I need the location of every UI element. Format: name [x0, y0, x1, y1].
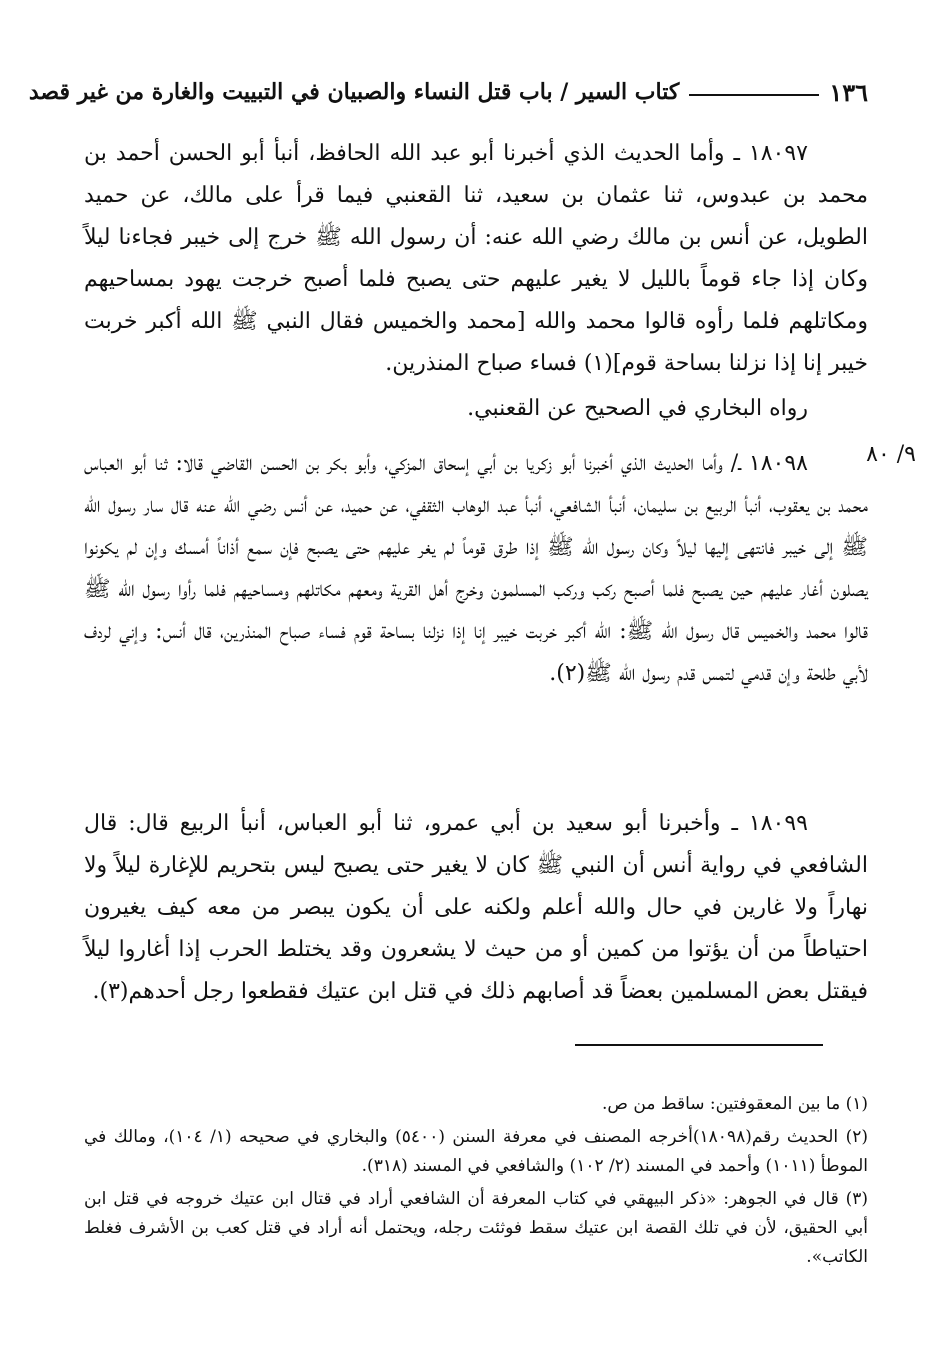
header-rule	[689, 94, 819, 96]
page-header	[28, 72, 868, 112]
footnote-3: (٣) قال في الجوهر: «ذكر البيهقي في كتاب المعرفة أن الشافعي أراد في قتال ابن عتيك خروجه في قتل ابن أبي الحقيق، لأن في تلك القصة ابن عتيك سقط فوثئت رجله، ويحتمل أنه أراد في قتل كعب بن الأشرف فغلط الكاتب».	[84, 1189, 868, 1267]
paragraph: ١٨٠٩٨ ـ/ وأما الحديث الذي أخبرنا أبو زكريا بن أبي إسحاق المزكي، وأبو بكر بن الحسن القاضي قالا: ثنا أبو العباس محمد بن يعقوب، أنبأ الربيع بن سليمان، أنبأ الشافعي، أنبأ عبد الوهاب الثقفي، عن حميد، عن أنس رضي الله عنه قال سار رسول الله ﷺ إلى خيبر فانتهى إليها ليلاً وكان رسول الله ﷺ إذا طرق قوماً لم يغر عليهم حتى يصبح فإن سمع أذاناً أمسك وإن لم يكونوا يصلون أغار عليهم حين يصبح فلما أصبح ركب وركب المسلمون وخرج أهل القرية ومعهم مكاتلهم ومساحيهم فلما رأوا رسول الله ﷺ قالوا محمد والخميس قال رسول الله ﷺ: الله أكبر خربت خيبر إنا إذا نزلنا بساحة قوم فساء صباح المنذرين، قال أنس: وإني لردف لأبي طلحة وإن قدمي لتمس قدم رسول الله ﷺ(٢).	[84, 451, 868, 686]
footnote-separator	[575, 1044, 823, 1046]
paragraph: رواه البخاري في الصحيح عن القعنبي.	[467, 396, 808, 421]
hadith-18098	[84, 443, 868, 695]
paragraph: ١٨٠٩٧ ـ وأما الحديث الذي أخبرنا أبو عبد الله الحافظ، أنبأ أبو الحسن أحمد بن محمد بن عبدوس، ثنا عثمان بن سعيد، ثنا القعنبي فيما قرأ على مالك، عن حميد الطويل، عن أنس بن مالك رضي الله عنه: أن رسول الله ﷺ خرج إلى خيبر فجاءنا ليلاً وكان إذا جاء قوماً بالليل لا يغير عليهم حتى يصبح فلما أصبح خرجت يهود بمساحيهم ومكاتلهم فلما رأوه قالوا محمد والله [محمد والخميس فقال النبي ﷺ الله أكبر خربت خيبر إنا إذا نزلنا بساحة قوم](١) فساء صباح المنذرين.	[84, 141, 868, 376]
footnote-1: (١) ما بين المعقوفتين: ساقط من ص.	[602, 1094, 868, 1114]
paragraph: ١٨٠٩٩ ـ وأخبرنا أبو سعيد بن أبي عمرو، ثنا أبو العباس، أنبأ الربيع قال: قال الشافعي في رواية أنس أن النبي ﷺ كان لا يغير حتى يصبح ليس بتحريم للإغارة ليلاً ولا نهاراً ولا غارين في حال والله أعلم ولكنه على أن يكون يبصر من معه كيف يغيرون احتياطاً من أن يؤتوا من كمين أو من حيث لا يشعرون وقد يختلط الحرب إذا أغاروا ليلاً فيقتل بعض المسلمين بعضاً قد أصابهم ذلك في قتل ابن عتيك فقطعوا رجل أحدهم(٣).	[84, 811, 868, 1004]
margin-reference: ٩/ ٨٠	[866, 442, 916, 467]
footnote-2: (٢) الحديث رقم(١٨٠٩٨)أخرجه المصنف في معرفة السنن (٥٤٠٠) والبخاري في صحيحه (١/ ١٠٤)، ومالك في الموطأ (١٠١١) وأحمد في المسند (٢/ ١٠٢) والشافعي في المسند (٣١٨).	[84, 1127, 868, 1176]
riwaya-note	[84, 388, 868, 430]
hadith-18097	[84, 133, 868, 385]
footnotes	[84, 1090, 868, 1276]
running-title: كتاب السير / باب قتل النساء والصبيان في التبييت والغارة من غير قصد	[28, 79, 680, 105]
page-number: ١٣٦	[829, 77, 868, 107]
hadith-18099	[84, 803, 868, 1013]
